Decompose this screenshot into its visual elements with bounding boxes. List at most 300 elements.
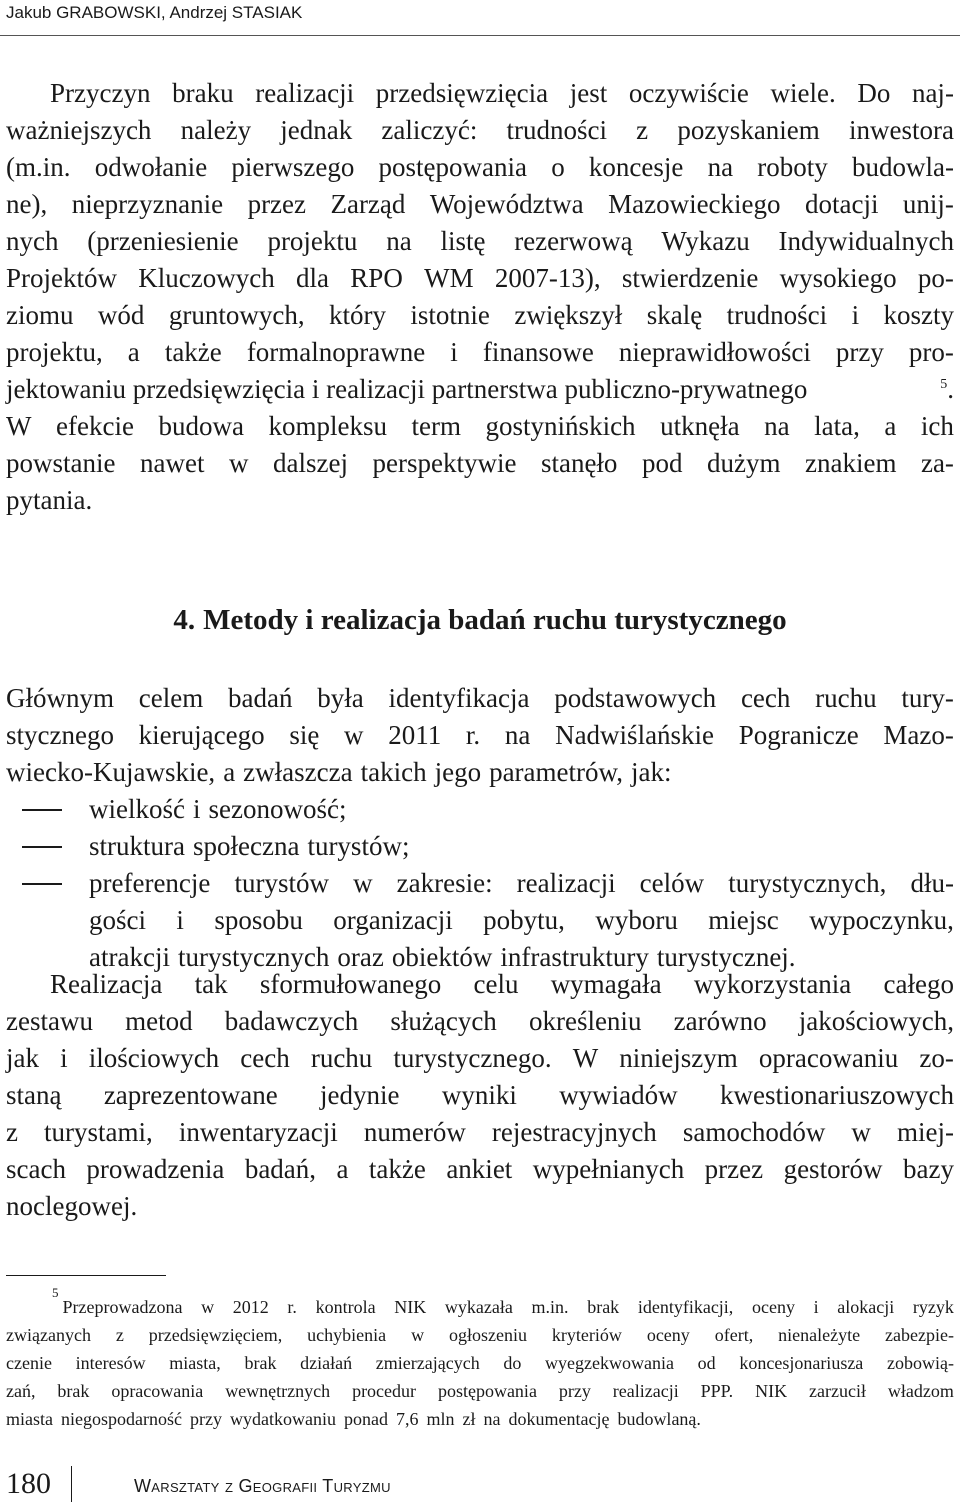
- word: numerów: [363, 1117, 466, 1147]
- header-rule: [0, 35, 960, 36]
- word: oraz: [337, 942, 384, 972]
- word: WM: [424, 263, 474, 293]
- word: po-: [917, 263, 954, 293]
- word: wiele.: [770, 78, 836, 108]
- text-line: [6, 445, 954, 482]
- word: W: [6, 411, 32, 441]
- word: w: [344, 720, 364, 750]
- word: badawczych: [224, 1006, 359, 1036]
- word: kwestionariuszowych: [720, 1080, 954, 1110]
- word: kontrola: [315, 1297, 376, 1317]
- word: pro-: [908, 337, 954, 367]
- word: 2012: [232, 1297, 269, 1317]
- text-line: [6, 1188, 954, 1225]
- word: braku: [172, 78, 234, 108]
- text-line-content: jektowaniu przedsięwzięcia i realizacji partnerstwa publiczno-prywatnego: [6, 374, 808, 404]
- word: dla: [296, 263, 330, 293]
- word: rezerwową: [514, 226, 633, 256]
- word: wielkość: [89, 794, 185, 824]
- word: badań,: [244, 1154, 317, 1184]
- word: a: [884, 411, 897, 441]
- word: należy: [180, 115, 252, 145]
- word: w: [228, 448, 249, 478]
- text-line-content: [63, 1293, 955, 1321]
- text-line: [6, 966, 954, 1003]
- word: sformułowanego: [259, 969, 442, 999]
- word: nienależyte: [778, 1325, 861, 1345]
- word: noclegowej.: [6, 1191, 138, 1221]
- word: bazy: [903, 1154, 954, 1184]
- word: uchybienia: [307, 1325, 387, 1345]
- word: metod: [125, 1006, 193, 1036]
- word: a: [223, 757, 236, 787]
- word: a: [336, 1154, 349, 1184]
- word: atrakcji: [89, 942, 170, 972]
- word: przez: [247, 189, 307, 219]
- text-line: [6, 408, 954, 445]
- word: kryteriów: [551, 1325, 622, 1345]
- word: była: [317, 683, 364, 713]
- word: turystycznej.: [656, 942, 796, 972]
- word: utknęła: [660, 411, 740, 441]
- word: m.in.: [531, 1297, 569, 1317]
- word: postępowania: [378, 152, 528, 182]
- word: ilościowych: [88, 1043, 220, 1073]
- text-line: [6, 902, 954, 939]
- word: dotacji: [804, 189, 879, 219]
- word: ich: [920, 411, 954, 441]
- paragraph-obstacles: [6, 75, 954, 519]
- word: zaprezentowane: [103, 1080, 278, 1110]
- word: pozyskaniem: [677, 115, 820, 145]
- word: zaliczyć:: [381, 115, 478, 145]
- word: organizacji: [333, 905, 453, 935]
- text-line: [6, 1321, 954, 1349]
- word: realizacji: [612, 1381, 679, 1401]
- word: wyboru: [595, 905, 678, 935]
- word: stanęło: [540, 448, 618, 478]
- word: tury-: [901, 683, 954, 713]
- word: koncesjonariusza: [739, 1353, 864, 1373]
- text-line: [6, 754, 954, 791]
- text-line: [6, 717, 954, 754]
- word: dłu-: [910, 868, 954, 898]
- footnote-ref-5[interactable]: 5: [940, 377, 948, 392]
- word: turystami,: [44, 1117, 153, 1147]
- page-number: 180: [6, 1467, 51, 1500]
- word: jedynie: [320, 1080, 400, 1110]
- word: gości: [89, 905, 146, 935]
- text-line: [6, 1114, 954, 1151]
- list-item: [6, 791, 954, 828]
- word: mln: [426, 1409, 455, 1429]
- word: (przeniesienie: [87, 226, 239, 256]
- word: w: [851, 1117, 871, 1147]
- word: scach: [6, 1154, 66, 1184]
- word: jest: [569, 78, 608, 108]
- word: miasta,: [169, 1353, 221, 1373]
- word: zł: [462, 1409, 476, 1429]
- word: w: [411, 1325, 425, 1345]
- text-line: [6, 1040, 954, 1077]
- word: wyegzekwowania: [545, 1353, 674, 1373]
- word: cech: [740, 683, 791, 713]
- word: służących: [390, 1006, 497, 1036]
- word: wiecko-Kujawskie,: [6, 757, 216, 787]
- word: sezonowość;: [208, 794, 347, 824]
- word: preferencje: [89, 868, 211, 898]
- word: społeczna: [192, 831, 300, 861]
- word: Mazo-: [883, 720, 954, 750]
- word: istotnie: [410, 300, 490, 330]
- word: ruchu: [815, 683, 877, 713]
- word: przedsięwzięciem,: [148, 1325, 283, 1345]
- word: wód: [97, 300, 145, 330]
- word: postępowania: [437, 1381, 537, 1401]
- text-line: [6, 680, 954, 717]
- word: wysokiego: [779, 263, 897, 293]
- word: perspektywie: [372, 448, 517, 478]
- word: roboty: [757, 152, 828, 182]
- word: zabezpie-: [885, 1325, 954, 1345]
- word: na: [504, 720, 531, 750]
- word: a: [127, 337, 140, 367]
- text-line: [6, 112, 954, 149]
- text-line: [6, 828, 954, 865]
- word: jak: [6, 1043, 39, 1073]
- section-heading: [0, 600, 960, 640]
- word: powstanie: [6, 448, 116, 478]
- word: wydatkowaniu: [229, 1409, 336, 1429]
- text-line: [6, 1285, 954, 1321]
- word: Nadwiślańskie: [555, 720, 715, 750]
- word: jego: [434, 757, 482, 787]
- word: jak:: [631, 757, 672, 787]
- word: celów: [639, 868, 705, 898]
- word: cech: [240, 1043, 290, 1073]
- text-line: [6, 1405, 954, 1433]
- word: na: [764, 411, 790, 441]
- word: ryzyk: [912, 1297, 954, 1317]
- word: opracowaniu: [758, 1043, 899, 1073]
- word: do: [503, 1353, 522, 1373]
- word: struktura: [89, 831, 185, 861]
- word: naj-: [911, 78, 954, 108]
- word: gruntowych,: [168, 300, 305, 330]
- word: zań,: [6, 1381, 36, 1401]
- word: listę: [440, 226, 486, 256]
- word: i: [450, 337, 458, 367]
- word: stycznego: [6, 720, 114, 750]
- text-line: [6, 334, 954, 371]
- dash-bullet-icon: [22, 883, 62, 885]
- word: i: [851, 300, 860, 330]
- word: miejsc: [708, 905, 779, 935]
- word: alokacji: [837, 1297, 895, 1317]
- word: wyniki: [441, 1080, 517, 1110]
- word: nawet: [140, 448, 205, 478]
- word: parametrów,: [489, 757, 624, 787]
- text-line: [6, 149, 954, 186]
- word: celem: [138, 683, 204, 713]
- word: także: [164, 337, 222, 367]
- footnote: [6, 1285, 954, 1433]
- word: samochodów: [682, 1117, 826, 1147]
- word: trudności: [726, 300, 828, 330]
- text-line: [6, 1077, 954, 1114]
- word: się: [289, 720, 320, 750]
- word: Zarząd: [330, 189, 406, 219]
- text-line: [6, 482, 954, 519]
- word: identyfikacja: [388, 683, 530, 713]
- word: i: [60, 1043, 68, 1073]
- word: przy: [189, 1409, 222, 1429]
- word: zestawu: [6, 1006, 93, 1036]
- word: odwołanie: [94, 152, 208, 182]
- word: oczywiście: [628, 78, 749, 108]
- word: ne),: [6, 189, 48, 219]
- text-line: [6, 1349, 954, 1377]
- footnote-marker: 5: [52, 1285, 59, 1300]
- list-item: [6, 865, 954, 976]
- word: Mazowieckiego: [608, 189, 781, 219]
- text-line: [6, 75, 954, 112]
- journal-title: Warsztaty z Geografii Turyzmu: [134, 1476, 391, 1496]
- word: Województwa: [429, 189, 584, 219]
- word: 7,6: [395, 1409, 419, 1429]
- word: inwestora: [848, 115, 954, 145]
- word: finansowe: [482, 337, 594, 367]
- word: na: [707, 152, 734, 182]
- word: dużym: [706, 448, 781, 478]
- word: oceny: [646, 1325, 690, 1345]
- word: ogłoszeniu: [448, 1325, 527, 1345]
- word: inwentaryzacji: [178, 1117, 338, 1147]
- word: Realizacja: [50, 969, 163, 999]
- word: RPO: [350, 263, 403, 293]
- word: dalszej: [273, 448, 348, 478]
- word: kompleksu: [268, 411, 387, 441]
- text-line: [6, 1151, 954, 1188]
- word: brak: [587, 1297, 620, 1317]
- text-line: [6, 186, 954, 223]
- word: z: [636, 115, 649, 145]
- word: zobowią-: [886, 1353, 954, 1373]
- word: wypoczynku,: [809, 905, 954, 935]
- word: identyfikacji,: [637, 1297, 734, 1317]
- footer-divider: [71, 1466, 72, 1502]
- text-line: [6, 1003, 954, 1040]
- bullet-list: [6, 791, 954, 976]
- word: r.: [287, 1297, 297, 1317]
- word: term: [411, 411, 462, 441]
- section-number: 4.: [173, 604, 196, 636]
- word: interesów: [75, 1353, 146, 1373]
- word: zwiększył: [514, 300, 623, 330]
- word: turystów: [234, 868, 329, 898]
- word: w: [353, 868, 373, 898]
- word: przy: [835, 337, 884, 367]
- text-line: [6, 223, 954, 260]
- word: skalę: [646, 300, 703, 330]
- word: unij-: [902, 189, 954, 219]
- word: nych: [6, 226, 59, 256]
- word: Indywidualnych: [778, 226, 954, 256]
- word: ankiet: [446, 1154, 513, 1184]
- word: zo-: [919, 1043, 954, 1073]
- word: staną: [6, 1080, 62, 1110]
- word: pobytu,: [483, 905, 565, 935]
- word: lata,: [814, 411, 860, 441]
- word: zarówno: [673, 1006, 767, 1036]
- word: Projektów: [6, 263, 117, 293]
- word: realizacji: [255, 78, 355, 108]
- word: także: [368, 1154, 426, 1184]
- word: celu: [473, 969, 519, 999]
- word: z: [115, 1325, 124, 1345]
- word: Przyczyn: [50, 78, 151, 108]
- word: nieprawidłowości: [618, 337, 811, 367]
- word: pierwszego: [231, 152, 355, 182]
- word: nieprzyznanie: [71, 189, 224, 219]
- word: kierującego: [138, 720, 265, 750]
- word: pytania.: [6, 485, 93, 515]
- word: ziomu: [6, 300, 74, 330]
- word: Przeprowadzona: [62, 1297, 183, 1317]
- word: NIK: [755, 1381, 788, 1401]
- word: r.: [465, 720, 481, 750]
- word: zarzucił: [809, 1381, 866, 1401]
- word: rejestracyjnych: [491, 1117, 657, 1147]
- word: realizacji: [516, 868, 616, 898]
- word: władzom: [887, 1381, 954, 1401]
- word: przez: [704, 1154, 764, 1184]
- word: prowadzenia: [86, 1154, 225, 1184]
- word: badań: [228, 683, 293, 713]
- word: i: [813, 1297, 819, 1317]
- text-line: [6, 1377, 954, 1405]
- word: czenie: [6, 1353, 52, 1373]
- word: stwierdzenie: [621, 263, 759, 293]
- word: Wykazu: [661, 226, 750, 256]
- word: gostynińskich: [485, 411, 636, 441]
- word: turystycznych: [177, 942, 330, 972]
- word: trudności: [506, 115, 607, 145]
- word: całego: [883, 969, 954, 999]
- word: opracowania: [111, 1381, 204, 1401]
- word: turystycznego.: [393, 1043, 552, 1073]
- word: znakiem: [804, 448, 897, 478]
- word: NIK: [394, 1297, 427, 1317]
- dash-bullet-icon: [22, 846, 62, 848]
- running-header-authors: Jakub GRABOWSKI, Andrzej STASIAK: [6, 3, 303, 22]
- word: obiektów: [391, 942, 493, 972]
- word: ponad: [343, 1409, 388, 1429]
- word: zmierzających: [375, 1353, 480, 1373]
- word: jakościowych,: [798, 1006, 954, 1036]
- word: zakresie:: [396, 868, 493, 898]
- word: niegospodarność: [61, 1409, 182, 1429]
- word: ważniejszych: [6, 115, 152, 145]
- word: wewnętrznych: [225, 1381, 331, 1401]
- word: wypełnianych: [532, 1154, 685, 1184]
- word: ofert,: [714, 1325, 754, 1345]
- text-line: [6, 791, 954, 828]
- word: za-: [920, 448, 954, 478]
- word: na: [386, 226, 412, 256]
- word: ruchu: [310, 1043, 373, 1073]
- word: na: [483, 1409, 501, 1429]
- word: przedsięwzięcia: [375, 78, 549, 108]
- word: infrastruktury: [500, 942, 649, 972]
- word: wywiadów: [559, 1080, 678, 1110]
- word: Pogranicze: [738, 720, 859, 750]
- word: formalnoprawne: [246, 337, 426, 367]
- word: Kluczowych: [138, 263, 275, 293]
- word: dokumentację: [508, 1409, 610, 1429]
- word: pod: [641, 448, 683, 478]
- word: budowlaną.: [617, 1409, 701, 1429]
- word: (m.in.: [6, 152, 71, 182]
- word: efekcie: [56, 411, 134, 441]
- word: W: [572, 1043, 599, 1073]
- word: wymagała: [550, 969, 662, 999]
- footnote-rule: [6, 1275, 166, 1276]
- word: Do: [857, 78, 891, 108]
- word: jednak: [280, 115, 353, 145]
- word: podstawowych: [554, 683, 717, 713]
- word: budowa: [158, 411, 244, 441]
- word: 2011: [388, 720, 442, 750]
- word: PPP.: [700, 1381, 734, 1401]
- word: niniejszym: [619, 1043, 738, 1073]
- word: w: [201, 1297, 215, 1317]
- word: turystycznych,: [728, 868, 887, 898]
- word: 2007-13),: [494, 263, 601, 293]
- word: gestorów: [783, 1154, 883, 1184]
- word: brak: [244, 1353, 277, 1373]
- word: projektu: [267, 226, 358, 256]
- paragraph-methods: [6, 966, 954, 1225]
- word: zwłaszcza: [243, 757, 353, 787]
- word: określeniu: [528, 1006, 642, 1036]
- word: koszty: [883, 300, 954, 330]
- word: działań: [300, 1353, 353, 1373]
- word: turystów;: [307, 831, 410, 861]
- text-line: [6, 865, 954, 902]
- word: o: [551, 152, 565, 182]
- word: od: [697, 1353, 716, 1373]
- word: tak: [194, 969, 228, 999]
- word: związanych: [6, 1325, 91, 1345]
- text-line: [6, 297, 954, 334]
- paragraph-aims: [6, 680, 954, 791]
- word: brak: [57, 1381, 90, 1401]
- word: miasta: [6, 1409, 53, 1429]
- word: i: [176, 905, 184, 935]
- list-item: [6, 828, 954, 865]
- word: takich: [360, 757, 427, 787]
- word: i: [192, 794, 201, 824]
- word: oceny: [751, 1297, 795, 1317]
- dash-bullet-icon: [22, 809, 62, 811]
- section-title: Metody i realizacja badań ruchu turystycznego: [203, 604, 787, 636]
- word: projektu,: [6, 337, 103, 367]
- word: procedur: [352, 1381, 417, 1401]
- word: który: [329, 300, 386, 330]
- word: wykazała: [444, 1297, 513, 1317]
- word: sposobu: [214, 905, 303, 935]
